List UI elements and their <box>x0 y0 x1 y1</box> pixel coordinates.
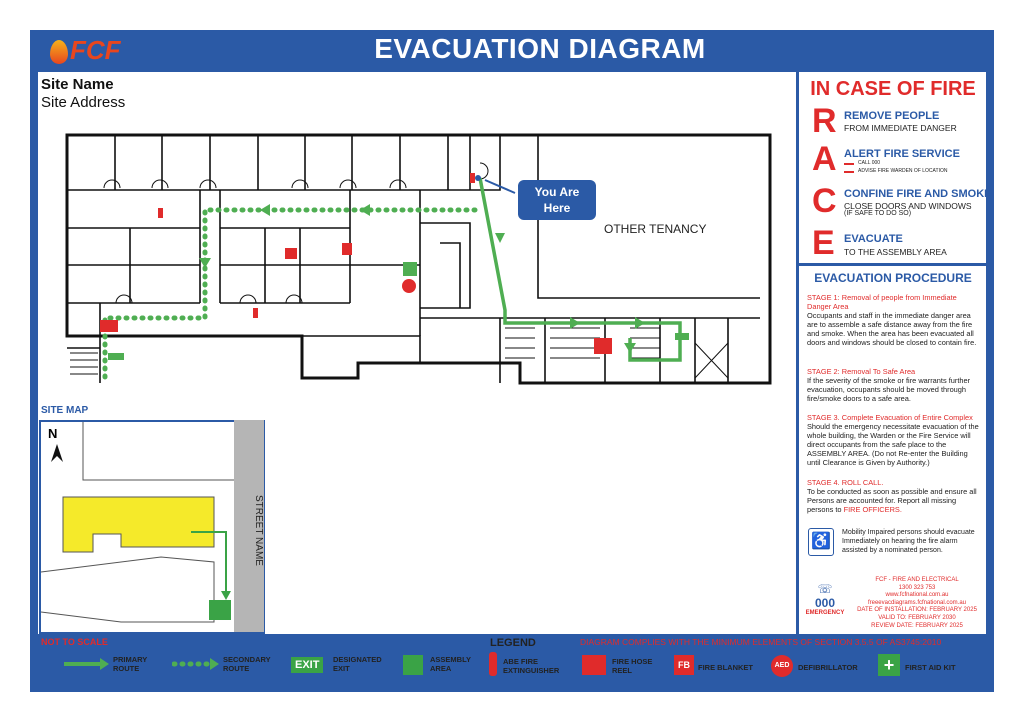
contact-phone: 1300 323 753 <box>898 584 936 591</box>
contact-info <box>852 577 982 630</box>
wheelchair-icon: ♿ <box>808 528 834 556</box>
legend-extinguisher: ABE FIRE EXTINGUISHER <box>503 657 560 675</box>
page-title: EVACUATION DIAGRAM <box>374 33 706 64</box>
race-letter-r: R <box>812 102 837 140</box>
race-heading-confine: CONFINE FIRE AND SMOKE <box>844 188 992 200</box>
contact-website: www.fcfnational.com.au <box>885 592 949 599</box>
other-tenancy-label: OTHER TENANCY <box>604 222 707 236</box>
race-letter-a: A <box>812 140 837 178</box>
legend-extinguisher-icon <box>489 652 497 676</box>
race-sub-confine-note: (IF SAFE TO DO SO) <box>844 210 912 217</box>
stage-4-heading: STAGE 4. ROLL CALL. <box>807 478 884 487</box>
site-address: Site Address <box>41 94 126 111</box>
stage-3-heading: STAGE 3. Complete Evacuation of Entire Complex <box>807 413 973 422</box>
stage-1-heading: STAGE 1: Removal of people from Immediate Danger Area <box>807 293 957 311</box>
legend-primary-arrow-icon <box>62 657 110 671</box>
site-map-title: SITE MAP <box>41 405 89 416</box>
legend-title: LEGEND <box>490 637 536 649</box>
contact-website-2: freeevacdiagrams.fcfnational.com.au <box>867 599 967 606</box>
stage-4 <box>807 478 983 514</box>
procedure-title: EVACUATION PROCEDURE <box>814 271 972 285</box>
emergency-label: EMERGENCY <box>805 610 845 616</box>
contact-company: FCF - FIRE AND ELECTRICAL <box>875 577 959 583</box>
site-name: Site Name <box>41 76 114 93</box>
flame-icon <box>50 40 68 64</box>
stage-2-heading: STAGE 2: Removal To Safe Area <box>807 367 916 376</box>
panel-divider-horizontal <box>796 263 986 266</box>
legend-hose-reel-icon <box>582 655 606 675</box>
stage-4-body: To be conducted as soon as possible and ensure all Persons are accounted for. Report all missing persons to <box>807 487 977 514</box>
you-are-here-line1: You Are <box>534 185 580 199</box>
legend-secondary: SECONDARY ROUTE <box>223 655 271 673</box>
race-sub-remove: FROM IMMEDIATE DANGER <box>844 123 957 133</box>
race-letter-e: E <box>812 224 835 262</box>
legend-blanket: FIRE BLANKET <box>698 663 753 672</box>
arrow-icon <box>844 163 854 165</box>
stage-4-body-red: FIRE OFFICERS. <box>843 505 902 514</box>
north-label: N <box>48 426 58 441</box>
legend-first-aid-icon: + <box>878 654 900 676</box>
stage-1-body: Occupants and staff in the immediate danger area are to assemble a safe distance away from the fire and smoke. When the area has been evacuated all doors and windows should be closed to contain fire. <box>807 311 977 347</box>
valid-to: VALID TO: FEBRUARY 2030 <box>878 614 956 621</box>
legend-exit-icon: EXIT <box>291 657 323 673</box>
floor-plan <box>60 128 780 390</box>
legend-firstaid: FIRST AID KIT <box>905 663 956 672</box>
arrow-icon <box>844 171 854 173</box>
installation-date: DATE OF INSTALLATION: FEBRUARY 2025 <box>857 607 977 614</box>
phone-icon: ☏ <box>817 582 833 596</box>
emergency-number: 000 <box>814 596 836 610</box>
legend-fire-blanket-icon: FB <box>674 655 694 675</box>
legend-defib-icon: AED <box>771 655 793 677</box>
race-title: IN CASE OF FIRE <box>810 78 976 100</box>
mobility-note: Mobility Impaired persons should evacuate Immediately on hearing the fire alarm assisted by a nominated person. <box>842 529 975 554</box>
legend-defib: DEFIBRILLATOR <box>798 663 858 672</box>
race-sub-advise: ADVISE FIRE WARDEN OF LOCATION <box>858 168 948 174</box>
emergency-badge <box>800 582 850 616</box>
race-heading-remove: REMOVE PEOPLE <box>844 110 940 122</box>
race-heading-evacuate: EVACUATE <box>844 233 903 245</box>
legend-assembly-icon <box>403 655 423 675</box>
stage-2 <box>807 367 983 403</box>
not-to-scale: NOT TO SCALE <box>41 637 108 647</box>
stage-1 <box>807 293 983 347</box>
review-date: REVIEW DATE: FEBRUARY 2025 <box>871 622 963 629</box>
legend-secondary-arrow-icon <box>172 657 220 671</box>
stage-2-body: If the severity of the smoke or fire warrants further evacuation, occupants should be moved through fire/smoke doors to a safe area. <box>807 376 971 403</box>
north-arrow-icon <box>51 444 63 462</box>
panel-divider <box>796 72 799 634</box>
legend-assembly: ASSEMBLY AREA <box>430 655 471 673</box>
stage-3 <box>807 413 983 467</box>
race-sub-evacuate: TO THE ASSEMBLY AREA <box>844 247 947 257</box>
fcf-logo: FCF <box>50 35 121 66</box>
race-heading-alert: ALERT FIRE SERVICE <box>844 148 960 160</box>
race-letter-c: C <box>812 182 837 220</box>
legend-hose: FIRE HOSE REEL <box>612 657 653 675</box>
you-are-here-line2: Here <box>543 201 571 215</box>
you-are-here-marker <box>518 180 596 220</box>
race-sub-confine: CLOSE DOORS AND WINDOWS <box>844 201 972 211</box>
compliance-note: DIAGRAM COMPLIES WITH THE MINIMUM ELEMENTS OF SECTION 3.5.5 OF AS3745:2010 <box>580 637 942 647</box>
race-sub-call: CALL 000 <box>858 160 881 166</box>
site-map-drawing <box>41 422 234 632</box>
street-name: STREET NAME <box>253 494 264 566</box>
legend-primary: PRIMARY ROUTE <box>113 655 148 673</box>
assembly-area-icon <box>209 600 231 620</box>
legend-exit: DESIGNATED EXIT <box>333 655 382 673</box>
stage-3-body: Should the emergency necessitate evacuation of the whole building, the Warden or the Fire Service will direct occupants from the safe place to the ASSEMBLY AREA. (Do not Re-enter the Building until Clearance is Given by Authority.) <box>807 422 979 467</box>
